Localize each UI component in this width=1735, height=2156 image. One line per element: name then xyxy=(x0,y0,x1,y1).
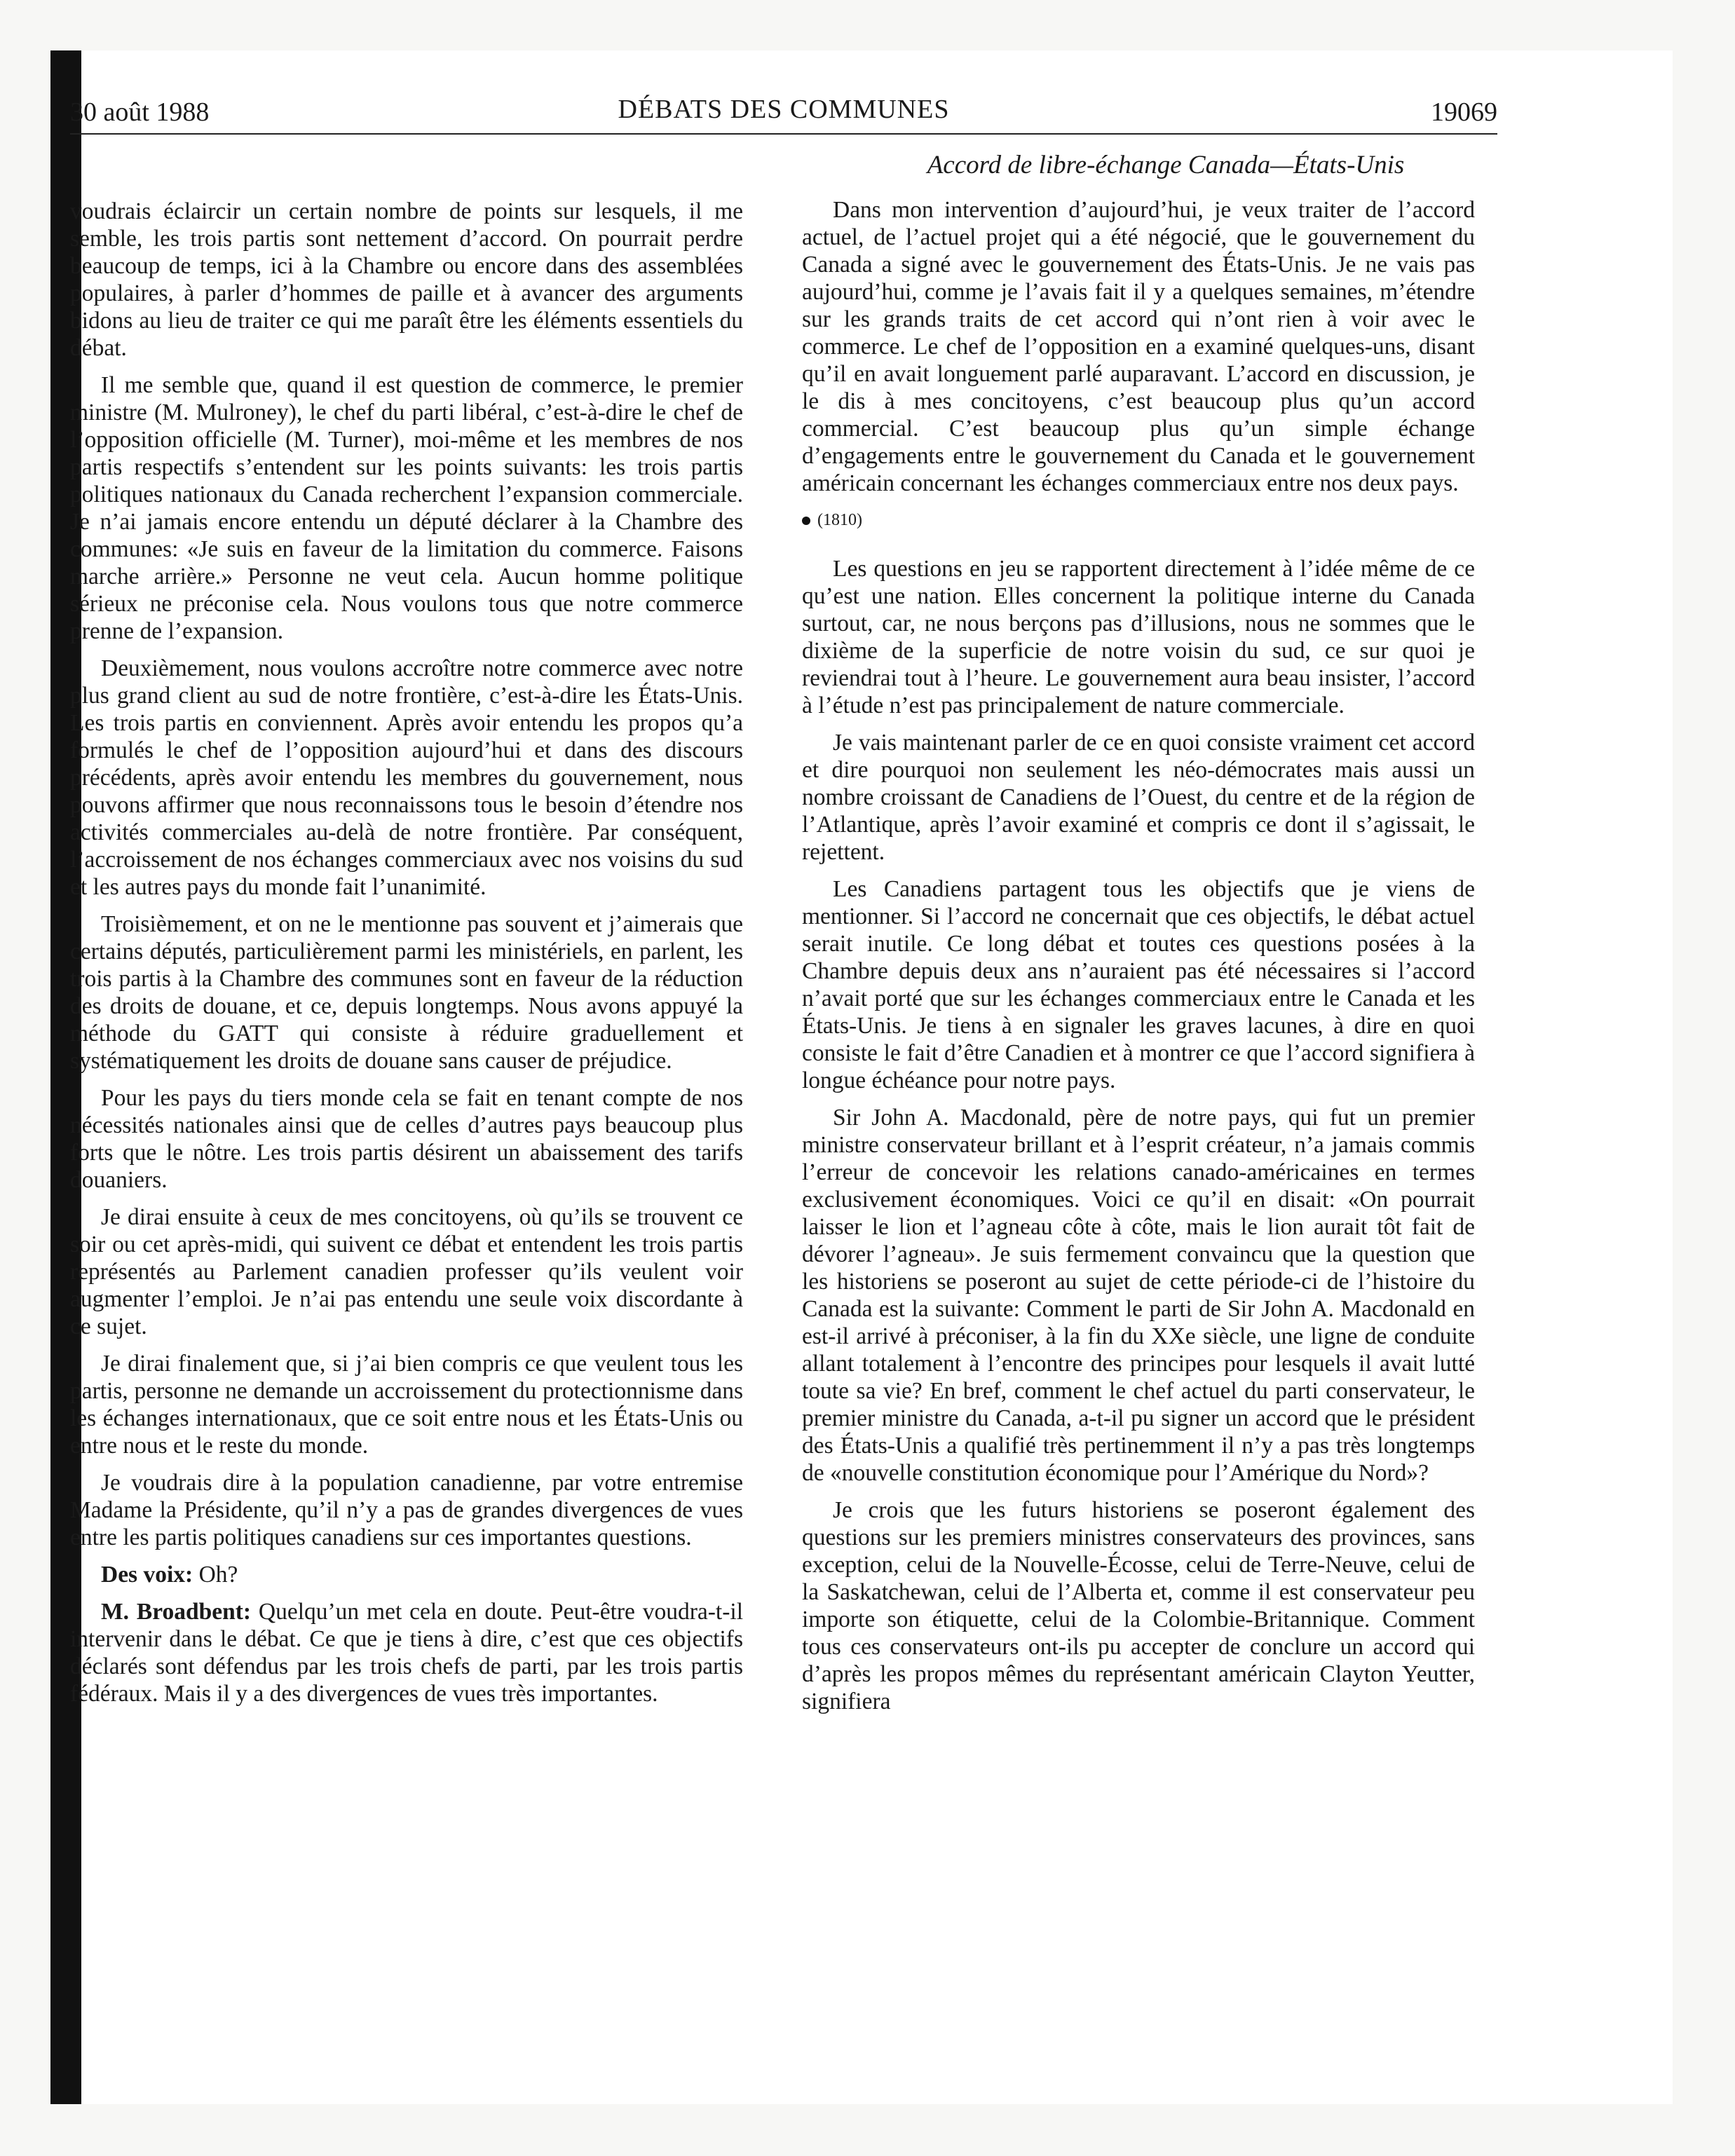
paragraph: Les questions en jeu se rapportent directement à l’idée même de ce qu’est une nation. Elles concernent la politique interne du Canada surtout, car, ne nous berçons pas d’illusions, nous ne sommes que le dixième de la superficie de notre voisin du sud, ce sur quoi je reviendrai tout à l’heure. Le gouvernement aura beau insister, l’accord à l’étude n’est pas principalement de nature commerciale. xyxy=(802,556,1475,718)
paragraph: Les Canadiens partagent tous les objectifs que je viens de mentionner. Si l’accord ne concernait que ces objectifs, le débat actuel serait inutile. Ce long débat et toutes ces questions posées à la Chambre depuis deux ans n’auraient pas été nécessaires si l’accord n’avait porté que sur les échanges commerciaux entre le Canada et les États-Unis. Je tiens à en signaler les graves lacunes, à dire en quoi consiste le fait d’être Canadien et à montrer ce que l’accord signifiera à longue échéance pour notre pays. xyxy=(802,876,1475,1093)
left-column xyxy=(70,198,743,1717)
header-page-number: 19069 xyxy=(1431,97,1497,127)
right-column xyxy=(802,196,1475,1725)
paragraph: Je dirai finalement que, si j’ai bien compris ce que veulent tous les partis, personne ne demande un accroissement du protectionnisme dans les échanges internationaux, que ce soit entre nous et les États-Unis ou entre nous et le reste du monde. xyxy=(70,1351,743,1459)
paragraph: Pour les pays du tiers monde cela se fait en tenant compte de nos nécessités nationales ainsi que de celles d’autres pays beaucoup plus forts que le nôtre. Les trois partis désirent un abaissement des tarifs douaniers. xyxy=(70,1085,743,1193)
paragraph: Je crois que les futurs historiens se poseront également des questions sur les premiers ministres conservateurs des provinces, sans exception, celui de la Nouvelle-Écosse, celui de Terre-Neuve, celui de la Saskatchewan, celui de l’Alberta et, comme il est conservateur peu importe son étiquette, celui de la Colombie-Britannique. Comment tous ces conservateurs ont-ils pu accepter de conclure un accord qui d’après les propos mêmes du représentant américain Clayton Yeutter, signifiera xyxy=(802,1497,1475,1714)
speaker-name: M. Broadbent: xyxy=(101,1599,252,1625)
speaker-name: Des voix: xyxy=(101,1562,193,1588)
paragraph: Dans mon intervention d’aujourd’hui, je veux traiter de l’accord actuel, de l’actuel projet qui a été négocié, que le gouvernement du Canada a signé avec le gouvernement des États-Unis. Je ne vais pas aujourd’hui, comme je l’avais fait il y a quelques semaines, m’étendre sur les grands traits de cet accord qui n’ont rien à voir avec le commerce. Le chef de l’opposition en a examiné quelques-uns, disant qu’il en avait longuement parlé auparavant. L’accord en discussion, je le dis à mes concitoyens, c’est beaucoup plus qu’un accord commercial. C’est beaucoup plus qu’un simple échange d’engagements entre le gouvernement du Canada et le gouvernement américain concernant les échanges commerciaux entre nos deux pays. xyxy=(802,197,1475,496)
header-date: 30 août 1988 xyxy=(70,97,210,127)
bullet-icon xyxy=(802,517,810,525)
paragraph: Je voudrais dire à la population canadienne, par votre entremise Madame la Présidente, qu’il n’y a pas de grandes divergences de vues entre les partis politiques canadiens sur ces importantes questions. xyxy=(70,1470,743,1550)
time-marker xyxy=(802,507,1475,534)
time-marker-text: (1810) xyxy=(817,511,862,529)
speaker-turn xyxy=(70,1598,743,1707)
paragraph: Il me semble que, quand il est question de commerce, le premier ministre (M. Mulroney), le chef du parti libéral, c’est-à-dire le chef de l’opposition officielle (M. Turner), moi-même et les membres de nos partis respectifs s’entendent sur les points suivants: les trois partis politiques nationaux du Canada recherchent l’expansion commerciale. Je n’ai jamais encore entendu un député déclarer à la Chambre des communes: «Je suis en faveur de la limitation du commerce. Faisons marche arrière.» Personne ne veut cela. Aucun homme politique sérieux ne préconise cela. Nous voulons tous que notre commerce prenne de l’expansion. xyxy=(70,372,743,644)
paragraph: Deuxièmement, nous voulons accroître notre commerce avec notre plus grand client au sud de notre frontière, c’est-à-dire les États-Unis. Les trois partis en conviennent. Après avoir entendu les propos qu’a formulés le chef de l’opposition aujourd’hui et dans des discours précédents, après avoir entendu les membres du gouvernement, nous pouvons affirmer que nous reconnaissons tous le besoin d’étendre nos activités commerciales au-delà de notre frontière. Par conséquent, l’accroissement de nos échanges commerciaux avec nos voisins du sud et les autres pays du monde fait l’unanimité. xyxy=(70,655,743,900)
speaker-text: Oh? xyxy=(198,1562,238,1588)
paragraph: Troisièmement, et on ne le mentionne pas souvent et j’aimerais que certains députés, particulièrement parmi les ministériels, en parlent, les trois partis à la Chambre des communes sont en faveur de la réduction des droits de douane, et ce, depuis longtemps. Nous avons appuyé la méthode du GATT qui consiste à réduire graduellement et systématiquement les droits de douane sans causer de préjudice. xyxy=(70,911,743,1074)
running-title: Accord de libre-échange Canada—États-Unis xyxy=(927,151,1405,179)
paragraph: Je dirai ensuite à ceux de mes concitoyens, où qu’ils se trouvent ce soir ou cet après-midi, qui suivent ce débat et entendent les trois partis représentés au Parlement canadien professer qu’ils veulent voir augmenter l’emploi. Je n’ai pas entendu une seule voix discordante à ce sujet. xyxy=(70,1204,743,1339)
paragraph: Je vais maintenant parler de ce en quoi consiste vraiment cet accord et dire pourquoi non seulement les néo-démocrates mais aussi un nombre croissant de Canadiens de l’Ouest, du centre et de la région de l’Atlantique, après l’avoir examiné et compris ce dont il s’agissait, le rejettent. xyxy=(802,730,1475,865)
speaker-turn xyxy=(70,1561,743,1588)
speaker-text: Quelqu’un met cela en doute. Peut-être voudra-t-il intervenir dans le débat. Ce que je tiens à dire, c’est que ces objectifs déclarés sont défendus par les trois chefs de parti, par les trois partis fédéraux. Mais il y a des divergences de vues très importantes. xyxy=(70,1599,744,1707)
page-header xyxy=(70,91,1497,135)
paragraph: Sir John A. Macdonald, père de notre pays, qui fut un premier ministre conservateur brillant et à l’esprit créateur, n’a jamais commis l’erreur de concevoir les relations canado-américaines en termes exclusivement économiques. Voici ce qu’il en disait: «On pourrait laisser le lion et l’agneau côte à côte, mais le lion aurait tôt fait de dévorer l’agneau». Je suis fermement convaincu que la question que les historiens se poseront au sujet de cette période-ci de l’histoire du Canada est la suivante: Comment le parti de Sir John A. Macdonald en est-il arrivé à préconiser, à la fin du XXe siècle, une ligne de conduite allant totalement à l’encontre des principes pour lesquels il avait lutté toute sa vie? En bref, comment le chef actuel du parti conservateur, le premier ministre du Canada, a-t-il pu signer un accord que le président des États-Unis a qualifié très pertinemment il n’y a pas très longtemps de «nouvelle constitution économique pour l’Amérique du Nord»? xyxy=(802,1105,1475,1486)
header-publication: DÉBATS DES COMMUNES xyxy=(618,95,950,124)
paragraph: voudrais éclaircir un certain nombre de points sur lesquels, il me semble, les trois partis sont nettement d’accord. On pourrait perdre beaucoup de temps, ici à la Chambre ou encore dans des assemblées populaires, à parler d’hommes de paille et à avancer des arguments bidons au lieu de traiter ce qui me paraît être les éléments essentiels du débat. xyxy=(70,198,743,361)
